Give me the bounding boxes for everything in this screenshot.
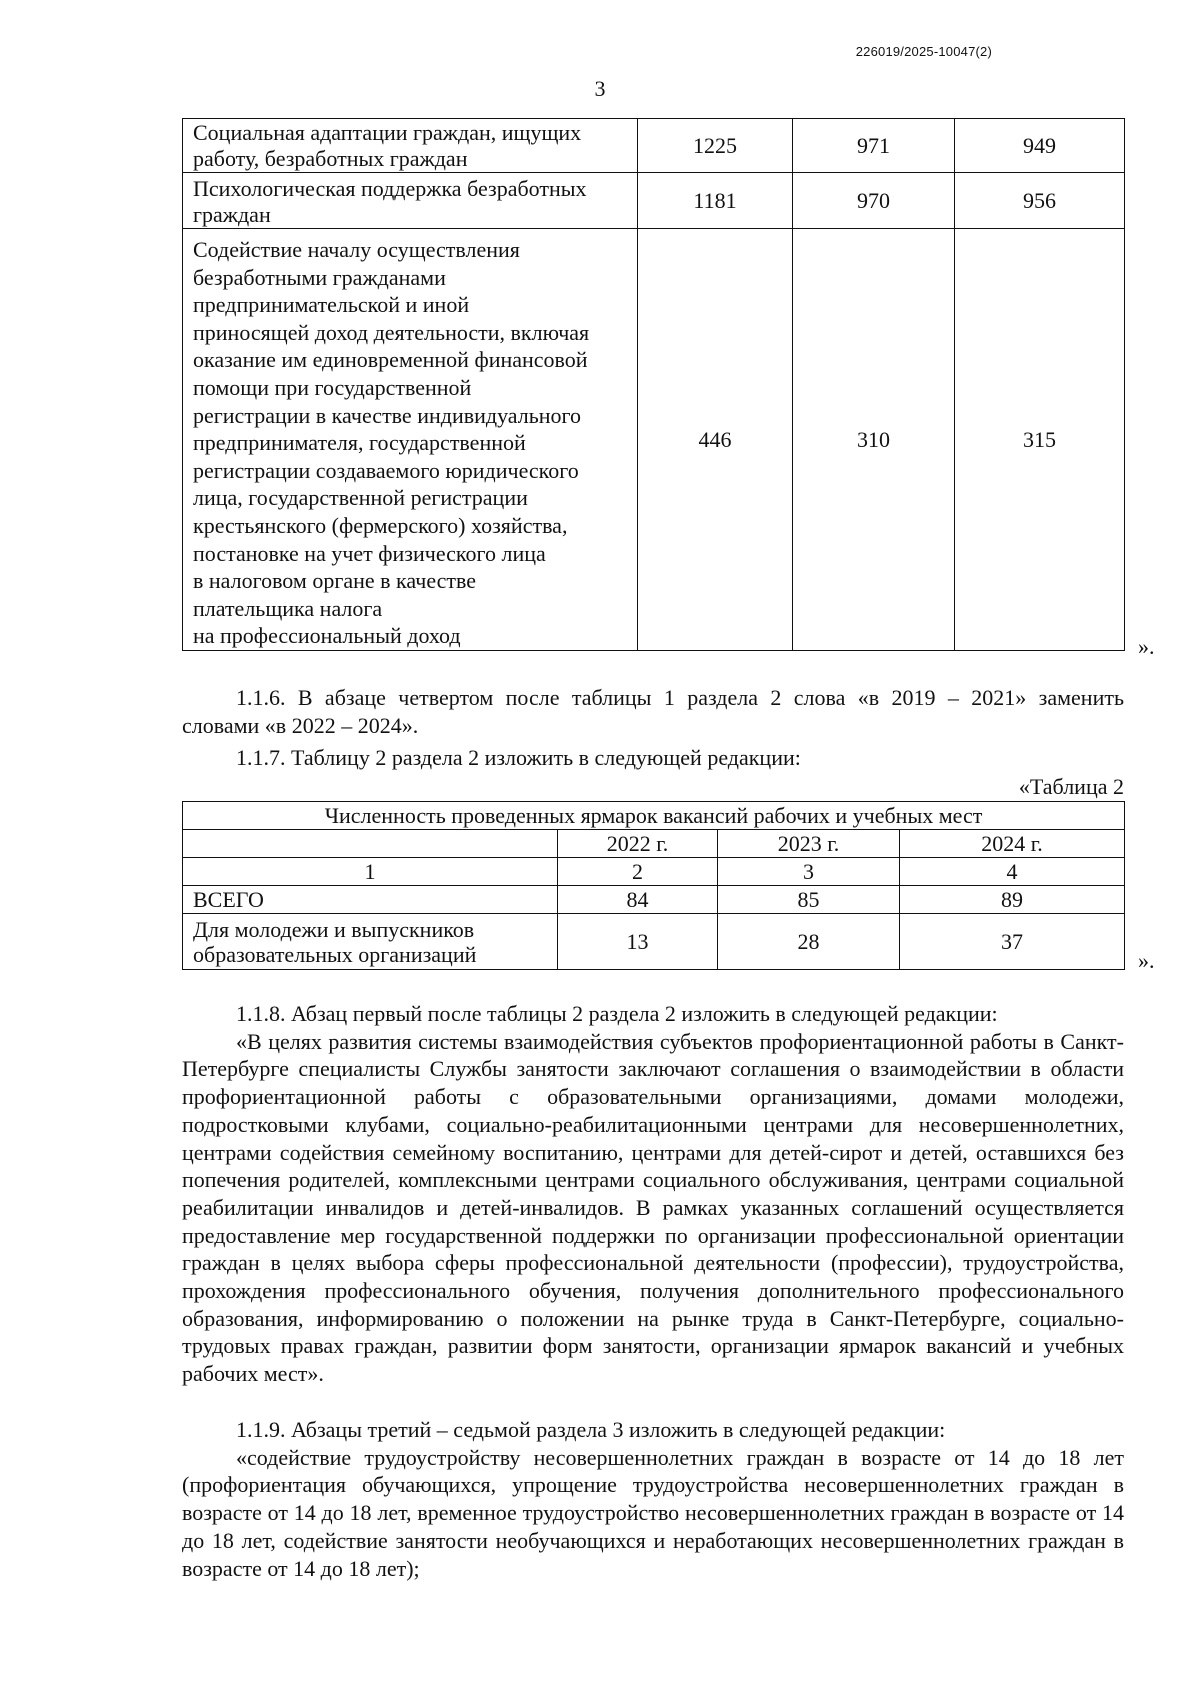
paragraph-1-1-8 [182,1000,1124,1388]
year-header: 2023 г. [718,830,900,858]
value-2023: 970 [793,173,955,229]
value-2022: 13 [558,914,718,970]
paragraph-1-1-8-intro: 1.1.8. Абзац первый после таблицы 2 раздела 2 изложить в следующей редакции: [236,1001,998,1026]
column-number: 4 [900,858,1125,886]
value-2024: 89 [900,886,1125,914]
value-2022: 1181 [638,173,793,229]
page-number: 3 [594,76,606,101]
value-2023: 310 [793,229,955,651]
paragraph-1-1-9-intro: 1.1.9. Абзацы третий – седьмой раздела 3 изложить в следующей редакции: [236,1417,946,1442]
column-number: 3 [718,858,900,886]
paragraph-1-1-7 [182,744,1124,772]
table-column-numbers-row [183,858,1125,886]
value-2024: 315 [955,229,1125,651]
paragraph-1-1-6-line1: 1.1.6. В абзаце четвертом после таблицы 1 раздела 2 слова «в 2019 – 2021» заменить [236,685,1124,710]
value-2024: 956 [955,173,1125,229]
table-title-row [183,802,1125,830]
table-row [183,173,1125,229]
value-2022: 84 [558,886,718,914]
row-label: ВСЕГО [183,886,558,914]
paragraph-1-1-9-quote: «содействие трудоустройству несовершеннолетних граждан в возрасте от 14 до 18 лет (профориентация обучающихся, упрощение трудоустройства несовершеннолетних граждан в возрасте от 14 до 18 лет, временное трудоустройство несовершеннолетних граждан в возрасте от 14 до 18 лет, содействие занятости необучающихся и неработающих несовершеннолетних граждан в возрасте от 14 до 18 лет); [182,1444,1124,1581]
column-number: 2 [558,858,718,886]
job-fairs-table [182,801,1125,970]
value-2023: 971 [793,119,955,173]
paragraph-1-1-6 [182,684,1124,739]
paragraph-1-1-6-line2: словами «в 2022 – 2024». [182,712,419,738]
value-2022: 446 [638,229,793,651]
empty-cell [183,830,558,858]
row-label: Содействие началу осуществления безработными гражданами предпринимательской и иной приносящей доход деятельности, включая оказание им единовременной финансовой помощи при государственной регистрации в качестве индивидуального предпринимателя, государственной регистрации создаваемого юридического лица, государственной регистрации крестьянского (фермерского) хозяйства, постановке на учет физического лица в налоговом органе в качестве плательщика налога на профессиональный доход [183,229,638,651]
table-row [183,229,1125,651]
table-row [183,886,1125,914]
table-years-row [183,830,1125,858]
paragraph-1-1-7-text: 1.1.7. Таблицу 2 раздела 2 изложить в следующей редакции: [236,745,801,770]
table1-closing-quote: ». [1138,634,1155,659]
table-row [183,914,1125,970]
year-header: 2024 г. [900,830,1125,858]
paragraph-1-1-9 [182,1416,1124,1582]
value-2024: 37 [900,914,1125,970]
table2-title: Численность проведенных ярмарок вакансий рабочих и учебных мест [183,802,1125,830]
document-registration-number: 226019/2025-10047(2) [855,44,992,59]
row-label: Для молодежи и выпускников образовательных организаций [183,914,558,970]
row-label: Психологическая поддержка безработных граждан [183,173,638,229]
value-2023: 28 [718,914,900,970]
year-header: 2022 г. [558,830,718,858]
row-label: Социальная адаптации граждан, ищущих работу, безработных граждан [183,119,638,173]
paragraph-1-1-8-quote: «В целях развития системы взаимодействия субъектов профориентационной работы в Санкт-Петербурге специалисты Службы занятости заключают соглашения о взаимодействии в области профориентационной работы с образовательными организациями, домами молодежи, подростковыми клубами, социально-реабилитационными центрами для несовершеннолетних, центрами содействия семейному воспитанию, центрами для детей-сирот и детей, оставшихся без попечения родителей, комплексными центрами социального обслуживания, центрами социальной реабилитации инвалидов и детей-инвалидов. В рамках указанных соглашений осуществляется предоставление мер государственной поддержки по организации профессиональной ориентации граждан в целях выбора сферы профессиональной деятельности (профессии), трудоустройства, прохождения профессионального обучения, получения дополнительного профессионального образования, информированию о положении на рынке труда в Санкт-Петербурге, социально-трудовых правах граждан, развитии форм занятости, организации ярмарок вакансий и учебных рабочих мест». [182,1028,1124,1387]
column-number: 1 [183,858,558,886]
value-2023: 85 [718,886,900,914]
value-2024: 949 [955,119,1125,173]
services-table [182,118,1125,651]
table2-closing-quote: ». [1138,948,1155,973]
table2-caption: «Таблица 2 [1018,774,1124,799]
value-2022: 1225 [638,119,793,173]
table-row [183,119,1125,173]
